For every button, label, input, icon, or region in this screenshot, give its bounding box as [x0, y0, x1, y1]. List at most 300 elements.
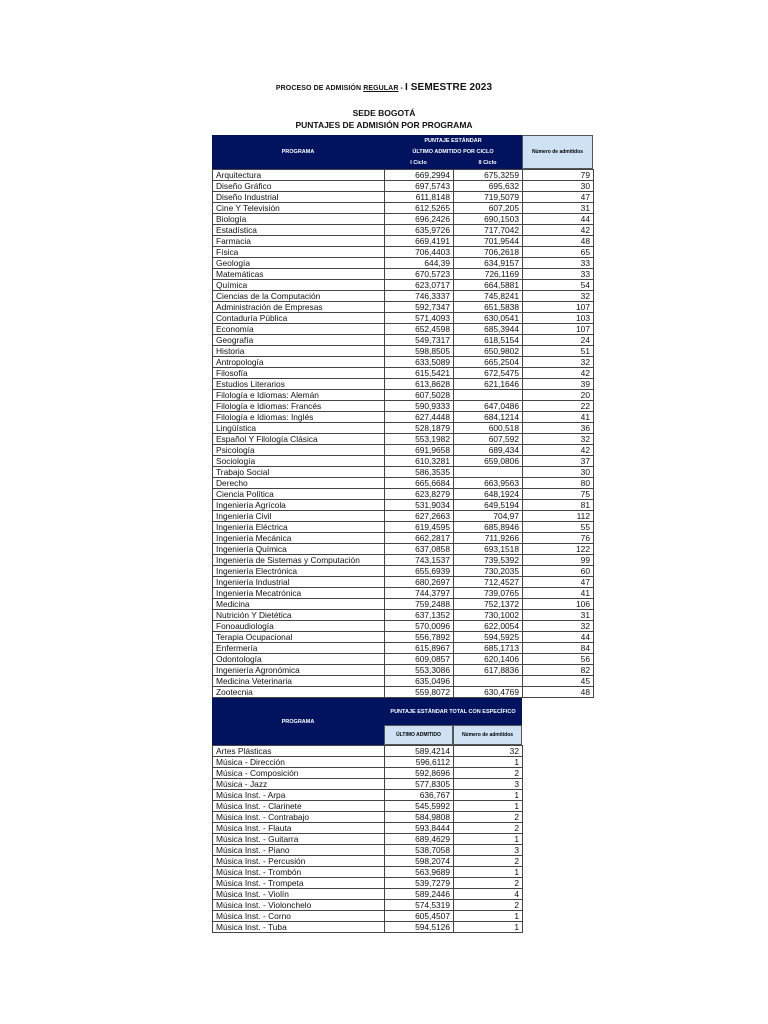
ciclo2-score-cell: 711,9266 — [454, 533, 523, 544]
admitidos-cell: 42 — [523, 445, 594, 456]
admitidos-cell: 79 — [523, 170, 594, 181]
ciclo2-score-cell: 617,8836 — [454, 665, 523, 676]
table-row — [213, 236, 594, 247]
admitidos-cell: 41 — [523, 588, 594, 599]
table-row — [213, 856, 523, 867]
ciclo2-score-cell: 685,8946 — [454, 522, 523, 533]
admitidos-cell: 47 — [523, 577, 594, 588]
ciclo2-score-cell: 712,4527 — [454, 577, 523, 588]
table1-ciclo2-header: II Ciclo — [453, 157, 522, 169]
table-row — [213, 577, 594, 588]
table2-admitidos-header: Número de admitidos — [453, 725, 522, 745]
ciclo1-score-cell: 553,1982 — [385, 434, 454, 445]
ciclo1-score-cell: 637,1352 — [385, 610, 454, 621]
ciclo1-score-cell: 655,6939 — [385, 566, 454, 577]
table-row — [213, 588, 594, 599]
table-row — [213, 779, 523, 790]
programa-cell: Matemáticas — [213, 269, 385, 280]
ultimo-score-cell: 596,6112 — [385, 757, 454, 768]
programa-cell: Trabajo Social — [213, 467, 385, 478]
table-row — [213, 823, 523, 834]
table-row — [213, 500, 594, 511]
table1-puntaje-header: PUNTAJE ESTÁNDAR — [384, 135, 522, 146]
ultimo-score-cell: 605,4507 — [385, 911, 454, 922]
programa-cell: Química — [213, 280, 385, 291]
ciclo1-score-cell: 623,8279 — [385, 489, 454, 500]
admitidos-cell: 103 — [523, 313, 594, 324]
admitidos-cell: 76 — [523, 533, 594, 544]
table-row — [213, 566, 594, 577]
admitidos-cell: 1 — [454, 867, 523, 878]
admitidos-cell: 65 — [523, 247, 594, 258]
ciclo2-score-cell: 665,2504 — [454, 357, 523, 368]
table-row — [213, 812, 523, 823]
ciclo2-score-cell: 695,632 — [454, 181, 523, 192]
admitidos-cell: 42 — [523, 368, 594, 379]
table-row — [213, 544, 594, 555]
admitidos-cell: 3 — [454, 845, 523, 856]
ciclo2-score-cell: 717,7042 — [454, 225, 523, 236]
programa-cell: Música Inst. - Guitarra — [213, 834, 385, 845]
ciclo2-score-cell: 730,2035 — [454, 566, 523, 577]
ciclo2-score-cell: 659,0806 — [454, 456, 523, 467]
programa-cell: Música Inst. - Clarinete — [213, 801, 385, 812]
admitidos-cell: 37 — [523, 456, 594, 467]
programa-cell: Ingeniería Agrícola — [213, 500, 385, 511]
ciclo1-score-cell: 613,8628 — [385, 379, 454, 390]
programa-cell: Contaduría Pública — [213, 313, 385, 324]
ciclo2-score-cell: 704,97 — [454, 511, 523, 522]
ciclo2-score-cell: 672,5475 — [454, 368, 523, 379]
programa-cell: Música - Jazz — [213, 779, 385, 790]
table-row — [213, 511, 594, 522]
table-row — [213, 878, 523, 889]
admitidos-cell: 1 — [454, 790, 523, 801]
programa-cell: Geografía — [213, 335, 385, 346]
programa-cell: Música Inst. - Arpa — [213, 790, 385, 801]
ciclo2-score-cell: 701,9544 — [454, 236, 523, 247]
ciclo2-score-cell: 663,9563 — [454, 478, 523, 489]
programa-cell: Filología e Idiomas: Alemán — [213, 390, 385, 401]
programa-cell: Diseño Industrial — [213, 192, 385, 203]
ultimo-score-cell: 574,5319 — [385, 900, 454, 911]
programa-cell: Economía — [213, 324, 385, 335]
table-row — [213, 478, 594, 489]
table-row — [213, 357, 594, 368]
admitidos-cell: 2 — [454, 856, 523, 867]
programa-cell: Ingeniería Química — [213, 544, 385, 555]
programa-cell: Música Inst. - Violín — [213, 889, 385, 900]
ciclo2-score-cell: 726,1169 — [454, 269, 523, 280]
table-row — [213, 192, 594, 203]
programa-cell: Música Inst. - Corno — [213, 911, 385, 922]
admitidos-cell: 32 — [523, 357, 594, 368]
ciclo1-score-cell: 743,1537 — [385, 555, 454, 566]
ciclo2-score-cell: 719,5079 — [454, 192, 523, 203]
ciclo2-score-cell: 622,0054 — [454, 621, 523, 632]
ciclo1-score-cell: 706,4403 — [385, 247, 454, 258]
ciclo1-score-cell: 633,5089 — [385, 357, 454, 368]
ciclo1-score-cell: 691,9658 — [385, 445, 454, 456]
ciclo1-score-cell: 531,9034 — [385, 500, 454, 511]
admitidos-cell: 106 — [523, 599, 594, 610]
table-row — [213, 335, 594, 346]
ciclo2-score-cell: 647,0486 — [454, 401, 523, 412]
process-title — [0, 82, 768, 93]
programa-cell: Medicina Veterinaria — [213, 676, 385, 687]
programa-cell: Zootecnia — [213, 687, 385, 698]
ciclo2-score-cell: 648,1924 — [454, 489, 523, 500]
ciclo1-score-cell: 637,0858 — [385, 544, 454, 555]
ciclo1-score-cell: 615,5421 — [385, 368, 454, 379]
ciclo2-score-cell: 739,5392 — [454, 555, 523, 566]
ultimo-score-cell: 589,4214 — [385, 746, 454, 757]
admitidos-cell: 2 — [454, 812, 523, 823]
table-row — [213, 390, 594, 401]
programa-cell: Música - Dirección — [213, 757, 385, 768]
ciclo2-score-cell: 630,4769 — [454, 687, 523, 698]
table-row — [213, 621, 594, 632]
table-row — [213, 599, 594, 610]
programa-cell: Nutrición Y Dietética — [213, 610, 385, 621]
ciclo1-score-cell: 590,9333 — [385, 401, 454, 412]
programa-cell: Ingeniería de Sistemas y Computación — [213, 555, 385, 566]
ciclo1-score-cell: 635,9726 — [385, 225, 454, 236]
table-row — [213, 313, 594, 324]
ciclo1-score-cell: 549,7317 — [385, 335, 454, 346]
programa-cell: Ingeniería Eléctrica — [213, 522, 385, 533]
admitidos-cell: 36 — [523, 423, 594, 434]
admitidos-cell: 107 — [523, 302, 594, 313]
programa-cell: Medicina — [213, 599, 385, 610]
ciclo1-score-cell: 559,8072 — [385, 687, 454, 698]
programa-cell: Administración de Empresas — [213, 302, 385, 313]
table2-puntaje-header: PUNTAJE ESTÁNDAR TOTAL CON ESPECÍFICO — [384, 698, 522, 725]
ciclo2-score-cell: 752,1372 — [454, 599, 523, 610]
ciclo1-score-cell: 611,8148 — [385, 192, 454, 203]
semester-label: I SEMESTRE 2023 — [405, 82, 493, 93]
programa-cell: Español Y Filología Clásica — [213, 434, 385, 445]
ciclo1-score-cell: 665,6684 — [385, 478, 454, 489]
table-row — [213, 181, 594, 192]
programa-cell: Geología — [213, 258, 385, 269]
table-row — [213, 757, 523, 768]
admitidos-cell: 3 — [454, 779, 523, 790]
table-row — [213, 412, 594, 423]
ciclo1-score-cell: 619,4595 — [385, 522, 454, 533]
table-row — [213, 467, 594, 478]
ciclo1-score-cell: 610,3281 — [385, 456, 454, 467]
programa-cell: Ingeniería Electrónica — [213, 566, 385, 577]
ultimo-score-cell: 589,2446 — [385, 889, 454, 900]
ciclo2-score-cell — [454, 467, 523, 478]
admission-scores-table — [212, 169, 594, 698]
table-row — [213, 434, 594, 445]
table-row — [213, 900, 523, 911]
admitidos-cell: 33 — [523, 269, 594, 280]
programa-cell: Música Inst. - Percusión — [213, 856, 385, 867]
programa-cell: Música Inst. - Violonchelo — [213, 900, 385, 911]
table-row — [213, 379, 594, 390]
ciclo1-score-cell: 697,5743 — [385, 181, 454, 192]
ciclo2-score-cell: 651,5838 — [454, 302, 523, 313]
ciclo2-score-cell: 745,8241 — [454, 291, 523, 302]
ciclo1-score-cell: 680,2697 — [385, 577, 454, 588]
programa-cell: Filosofía — [213, 368, 385, 379]
programa-cell: Música Inst. - Trompeta — [213, 878, 385, 889]
ciclo1-score-cell: 669,4191 — [385, 236, 454, 247]
table-row — [213, 445, 594, 456]
programa-cell: Antropología — [213, 357, 385, 368]
table-row — [213, 867, 523, 878]
admission-scores-body — [213, 170, 594, 698]
table-row — [213, 746, 523, 757]
table-row — [213, 247, 594, 258]
ciclo2-score-cell: 730,1002 — [454, 610, 523, 621]
ciclo1-score-cell: 607,5028 — [385, 390, 454, 401]
programa-cell: Arquitectura — [213, 170, 385, 181]
ciclo1-score-cell: 623,0717 — [385, 280, 454, 291]
admitidos-cell: 1 — [454, 911, 523, 922]
admitidos-cell: 1 — [454, 801, 523, 812]
programa-cell: Estadística — [213, 225, 385, 236]
programa-cell: Sociología — [213, 456, 385, 467]
table-row — [213, 401, 594, 412]
admitidos-cell: 42 — [523, 225, 594, 236]
table-row — [213, 834, 523, 845]
table-row — [213, 654, 594, 665]
admitidos-cell: 30 — [523, 181, 594, 192]
table-row — [213, 258, 594, 269]
admitidos-cell: 75 — [523, 489, 594, 500]
admitidos-cell: 33 — [523, 258, 594, 269]
programa-cell: Física — [213, 247, 385, 258]
programa-cell: Filología e Idiomas: Inglés — [213, 412, 385, 423]
admitidos-cell: 30 — [523, 467, 594, 478]
table-row — [213, 687, 594, 698]
ciclo2-score-cell: 685,3944 — [454, 324, 523, 335]
admitidos-cell: 31 — [523, 203, 594, 214]
table1-ciclo1-header: I Ciclo — [384, 157, 453, 169]
table-row — [213, 489, 594, 500]
programa-cell: Cine Y Televisión — [213, 203, 385, 214]
ciclo1-score-cell: 696,2426 — [385, 214, 454, 225]
programa-cell: Música Inst. - Flauta — [213, 823, 385, 834]
admitidos-cell: 60 — [523, 566, 594, 577]
admitidos-cell: 107 — [523, 324, 594, 335]
ciclo2-score-cell: 600,518 — [454, 423, 523, 434]
table-row — [213, 911, 523, 922]
ciclo1-score-cell: 627,2663 — [385, 511, 454, 522]
regular-label: REGULAR — [363, 85, 399, 92]
ciclo2-score-cell: 685,1713 — [454, 643, 523, 654]
ciclo2-score-cell: 630,0541 — [454, 313, 523, 324]
ciclo1-score-cell: 746,3337 — [385, 291, 454, 302]
admitidos-cell: 1 — [454, 757, 523, 768]
admitidos-cell: 48 — [523, 236, 594, 247]
admitidos-cell: 99 — [523, 555, 594, 566]
programa-cell: Música Inst. - Piano — [213, 845, 385, 856]
ultimo-score-cell: 592,8696 — [385, 768, 454, 779]
ciclo2-score-cell: 650,9802 — [454, 346, 523, 357]
table-row — [213, 269, 594, 280]
ciclo1-score-cell: 612,5265 — [385, 203, 454, 214]
programa-cell: Historia — [213, 346, 385, 357]
table1-admitidos-header: Número de admitidos — [522, 135, 593, 169]
programa-cell: Farmacia — [213, 236, 385, 247]
admitidos-cell: 4 — [454, 889, 523, 900]
page-subtitle: PUNTAJES DE ADMISIÓN POR PROGRAMA — [295, 120, 473, 130]
admitidos-cell: 31 — [523, 610, 594, 621]
admitidos-cell: 22 — [523, 401, 594, 412]
admitidos-cell: 24 — [523, 335, 594, 346]
admitidos-cell: 20 — [523, 390, 594, 401]
ciclo2-score-cell: 684,1214 — [454, 412, 523, 423]
table-row — [213, 632, 594, 643]
ciclo1-score-cell: 627,4448 — [385, 412, 454, 423]
ultimo-score-cell: 584,9808 — [385, 812, 454, 823]
admitidos-cell: 80 — [523, 478, 594, 489]
ciclo2-score-cell: 620,1406 — [454, 654, 523, 665]
ultimo-score-cell: 539,7279 — [385, 878, 454, 889]
ciclo2-score-cell: 675,3259 — [454, 170, 523, 181]
programa-cell: Derecho — [213, 478, 385, 489]
ciclo1-score-cell: 571,4093 — [385, 313, 454, 324]
ciclo2-score-cell: 664,5881 — [454, 280, 523, 291]
table-row — [213, 522, 594, 533]
admitidos-cell: 2 — [454, 878, 523, 889]
ultimo-score-cell: 593,8444 — [385, 823, 454, 834]
table-row — [213, 170, 594, 181]
ciclo1-score-cell: 528,1879 — [385, 423, 454, 434]
programa-cell: Terapia Ocupacional — [213, 632, 385, 643]
programa-cell: Ingeniería Mecánica — [213, 533, 385, 544]
sede-title: SEDE BOGOTÁ — [352, 108, 416, 118]
specific-scores-table — [212, 745, 523, 933]
table-row — [213, 555, 594, 566]
ciclo2-score-cell: 607,592 — [454, 434, 523, 445]
table1-programa-header: PROGRAMA — [212, 135, 384, 169]
admitidos-cell: 48 — [523, 687, 594, 698]
admitidos-cell: 45 — [523, 676, 594, 687]
programa-cell: Ingeniería Industrial — [213, 577, 385, 588]
admitidos-cell: 54 — [523, 280, 594, 291]
admitidos-cell: 51 — [523, 346, 594, 357]
process-label: PROCESO DE ADMISIÓN — [275, 85, 362, 92]
ciclo1-score-cell: 570,0096 — [385, 621, 454, 632]
admitidos-cell: 39 — [523, 379, 594, 390]
table-row — [213, 665, 594, 676]
ciclo2-score-cell: 706,2618 — [454, 247, 523, 258]
table-row — [213, 291, 594, 302]
ultimo-score-cell: 577,8305 — [385, 779, 454, 790]
ciclo2-score-cell: 689,434 — [454, 445, 523, 456]
specific-scores-body — [213, 746, 523, 933]
programa-cell: Biología — [213, 214, 385, 225]
programa-cell: Estudios Literarios — [213, 379, 385, 390]
ultimo-score-cell: 538,7058 — [385, 845, 454, 856]
admitidos-cell: 112 — [523, 511, 594, 522]
ciclo2-score-cell — [454, 390, 523, 401]
admitidos-cell: 55 — [523, 522, 594, 533]
ciclo1-score-cell: 644,39 — [385, 258, 454, 269]
programa-cell: Filología e Idiomas: Francés — [213, 401, 385, 412]
programa-cell: Artes Plásticas — [213, 746, 385, 757]
table-row — [213, 346, 594, 357]
admitidos-cell: 2 — [454, 823, 523, 834]
table-row — [213, 801, 523, 812]
table-row — [213, 676, 594, 687]
ciclo2-score-cell: 634,9157 — [454, 258, 523, 269]
ciclo2-score-cell — [454, 676, 523, 687]
programa-cell: Música Inst. - Tuba — [213, 922, 385, 933]
ciclo1-score-cell: 669,2994 — [385, 170, 454, 181]
table-row — [213, 790, 523, 801]
ciclo1-score-cell: 598,8505 — [385, 346, 454, 357]
admitidos-cell: 1 — [454, 922, 523, 933]
admitidos-cell: 81 — [523, 500, 594, 511]
table-row — [213, 368, 594, 379]
programa-cell: Ciencias de la Computación — [213, 291, 385, 302]
table-row — [213, 845, 523, 856]
ciclo2-score-cell: 594,5925 — [454, 632, 523, 643]
table-row — [213, 280, 594, 291]
ultimo-score-cell: 545,5992 — [385, 801, 454, 812]
ultimo-score-cell: 598,2074 — [385, 856, 454, 867]
ciclo1-score-cell: 759,2488 — [385, 599, 454, 610]
table-row — [213, 922, 523, 933]
admitidos-cell: 1 — [454, 834, 523, 845]
programa-cell: Fonoaudiología — [213, 621, 385, 632]
ciclo1-score-cell: 652,4598 — [385, 324, 454, 335]
table2-programa-header: PROGRAMA — [212, 698, 384, 745]
programa-cell: Música - Composición — [213, 768, 385, 779]
table-row — [213, 610, 594, 621]
ciclo2-score-cell: 649,5194 — [454, 500, 523, 511]
ciclo1-score-cell: 553,3086 — [385, 665, 454, 676]
programa-cell: Ingeniería Civil — [213, 511, 385, 522]
admitidos-cell: 122 — [523, 544, 594, 555]
table2-ultimo-header: ÚLTIMO ADMITIDO — [384, 725, 453, 745]
ciclo1-score-cell: 744,3797 — [385, 588, 454, 599]
ciclo1-score-cell: 662,2817 — [385, 533, 454, 544]
ciclo1-score-cell: 586,3535 — [385, 467, 454, 478]
ciclo1-score-cell: 615,8967 — [385, 643, 454, 654]
table-row — [213, 203, 594, 214]
admitidos-cell: 32 — [454, 746, 523, 757]
ciclo2-score-cell: 739,0765 — [454, 588, 523, 599]
ciclo2-score-cell: 693,1518 — [454, 544, 523, 555]
admitidos-cell: 2 — [454, 768, 523, 779]
ciclo1-score-cell: 635,0496 — [385, 676, 454, 687]
ultimo-score-cell: 636,767 — [385, 790, 454, 801]
admitidos-cell: 32 — [523, 434, 594, 445]
admitidos-cell: 82 — [523, 665, 594, 676]
ciclo2-score-cell: 621,1646 — [454, 379, 523, 390]
admitidos-cell: 44 — [523, 632, 594, 643]
programa-cell: Diseño Gráfico — [213, 181, 385, 192]
ciclo1-score-cell: 556,7892 — [385, 632, 454, 643]
table1-ultimo-header: ÚLTIMO ADMITIDO POR CICLO — [384, 146, 522, 157]
programa-cell: Odontología — [213, 654, 385, 665]
admitidos-cell: 84 — [523, 643, 594, 654]
table-row — [213, 214, 594, 225]
table-row — [213, 768, 523, 779]
ciclo2-score-cell: 690,1503 — [454, 214, 523, 225]
table-row — [213, 533, 594, 544]
table-row — [213, 324, 594, 335]
ciclo1-score-cell: 592,7347 — [385, 302, 454, 313]
